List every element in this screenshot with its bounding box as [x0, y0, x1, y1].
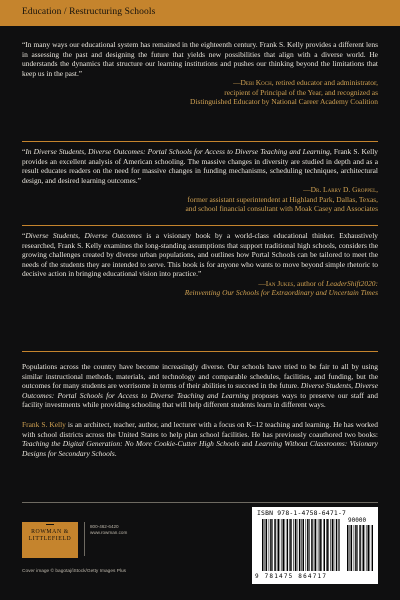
price-code: 90000 — [348, 517, 367, 524]
publisher-name-line: ROWMAN & — [31, 529, 69, 535]
publisher-separator — [84, 522, 85, 556]
supplemental-barcode-icon — [347, 525, 373, 571]
bio-text: is an architect, teacher, author, and lecturer with a focus on K–12 teaching and learning. He has worked with school districts across the United States to help plan school facilities. He has previously coauthored two books: — [22, 420, 378, 439]
cover-image-credit: Cover image © bagotaj/iStock/Getty Images Plus — [22, 569, 127, 574]
quote-text — [22, 147, 378, 185]
publisher-contact — [90, 524, 127, 536]
publisher-name-line: LITTLEFIELD — [28, 536, 72, 542]
book-title: Teaching the Digital Generation: No More Cookie-Cutter High Schools — [22, 439, 240, 449]
footer-rule — [22, 502, 378, 503]
attribution-line: former assistant superintendent at Highland Park, Dallas, Texas, — [187, 194, 378, 204]
publisher-phone: 800-462-6420 — [90, 524, 119, 529]
attribution-line: and school financial consultant with Moak Casey and Associates — [185, 204, 378, 214]
category-bar — [0, 0, 400, 26]
attribution-line: retired educator and administrator, — [275, 78, 378, 88]
barcode-digits: 9 781475 864717 — [255, 573, 328, 580]
quote-text: “In many ways our educational system has remained in the eighteenth century. Frank S. Kelly provides a different lens in assessing the past and designing the future that yields new possibilities that align with a diverse world. He understands the dynamics that structure our learning institutions and pushes our thinking beyond the limitations that keep us in the past.” — [22, 40, 378, 78]
attribution-book: Reinventing Our Schools for Extraordinary and Uncertain Times — [184, 288, 378, 298]
book-title: In Diverse Students, Diverse Outcomes: Portal Schools for Access to Diverse Teaching and Learning — [25, 147, 330, 156]
attribution-line: recipient of Principal of the Year, and recognized as — [224, 87, 378, 97]
description-text: proposes ways to preserve our staff and facility investments while providing schooling that will help different students learn in different ways. — [22, 390, 378, 410]
author-name: Frank S. Kelly — [22, 420, 66, 429]
attribution-line: Distinguished Educator by National Career Academy Coalition — [190, 97, 378, 107]
book-title: Diverse Students, Diverse Outcomes: Portal Schools for Access to Diverse Teaching and Learning — [22, 381, 378, 400]
attribution-book: LeaderShift2020: — [325, 278, 378, 288]
endorsement-quote-2 — [22, 147, 378, 214]
book-title: Diverse Students, Diverse Outcomes — [25, 231, 142, 240]
attribution-author-of: author of — [297, 278, 325, 288]
bio-text: and — [239, 439, 255, 449]
author-bio — [22, 420, 378, 458]
quote-body: is a visionary book by a world-class educational thinker. Exhaustively researched, Frank S. Kelly examines the long-standing assumptions that support traditional high schools, considers the growing challenges created by diverse urban populations, and outlines how Portal Schools can be tailored to meet the needs of the students they are intended to serve. This book is for anyone who wants to move beyond simple rhetoric to decisive action in bringing educational vision into practice.” — [22, 231, 378, 279]
publisher-logo — [22, 522, 78, 558]
attribution-name: —Debi Koch, — [233, 78, 274, 88]
publisher-website: www.rowman.com — [90, 530, 128, 535]
divider — [22, 351, 378, 352]
divider — [22, 141, 378, 142]
book-title: Learning Without Classrooms: Visionary Designs for Secondary Schools — [22, 439, 378, 458]
endorsement-quote-1 — [22, 40, 378, 107]
barcode-icon — [262, 519, 340, 571]
quote-open: “ — [22, 231, 26, 240]
attribution-name: —Dr. Larry D. Groppel, — [303, 185, 378, 195]
quote-attribution — [22, 185, 378, 214]
category-label: Education / Restructuring Schools — [22, 7, 156, 17]
description-text: Populations across the country have become increasingly diverse. Our schools have tried to be fair to all by using similar instructional methods, materials, and technology and comparable schedules, facilities, and funding, but the outcomes for many students are worrisome in terms of their abilities to succeed in the future. — [22, 362, 378, 391]
book-description — [22, 362, 378, 410]
quote-body: , Frank S. Kelly provides an excellent analysis of American schooling. The massive changes in diversity are studied in depth and as a result educates readers on the need for massive changes in funding mechanisms, scheduling techniques, architectural design, and desired learning outcomes.” — [22, 147, 378, 185]
quote-attribution — [22, 279, 378, 298]
isbn-number: ISBN 978-1-4758-6471-7 — [257, 509, 347, 517]
attribution-name: —Ian Jukes, — [258, 278, 296, 288]
isbn-barcode — [252, 507, 378, 584]
quote-text — [22, 231, 378, 279]
divider — [22, 225, 378, 226]
quote-attribution — [22, 78, 378, 107]
endorsement-quote-3 — [22, 231, 378, 298]
bio-text: . — [114, 448, 117, 458]
publisher-mark-icon — [46, 524, 54, 529]
quote-open: “ — [22, 147, 26, 156]
